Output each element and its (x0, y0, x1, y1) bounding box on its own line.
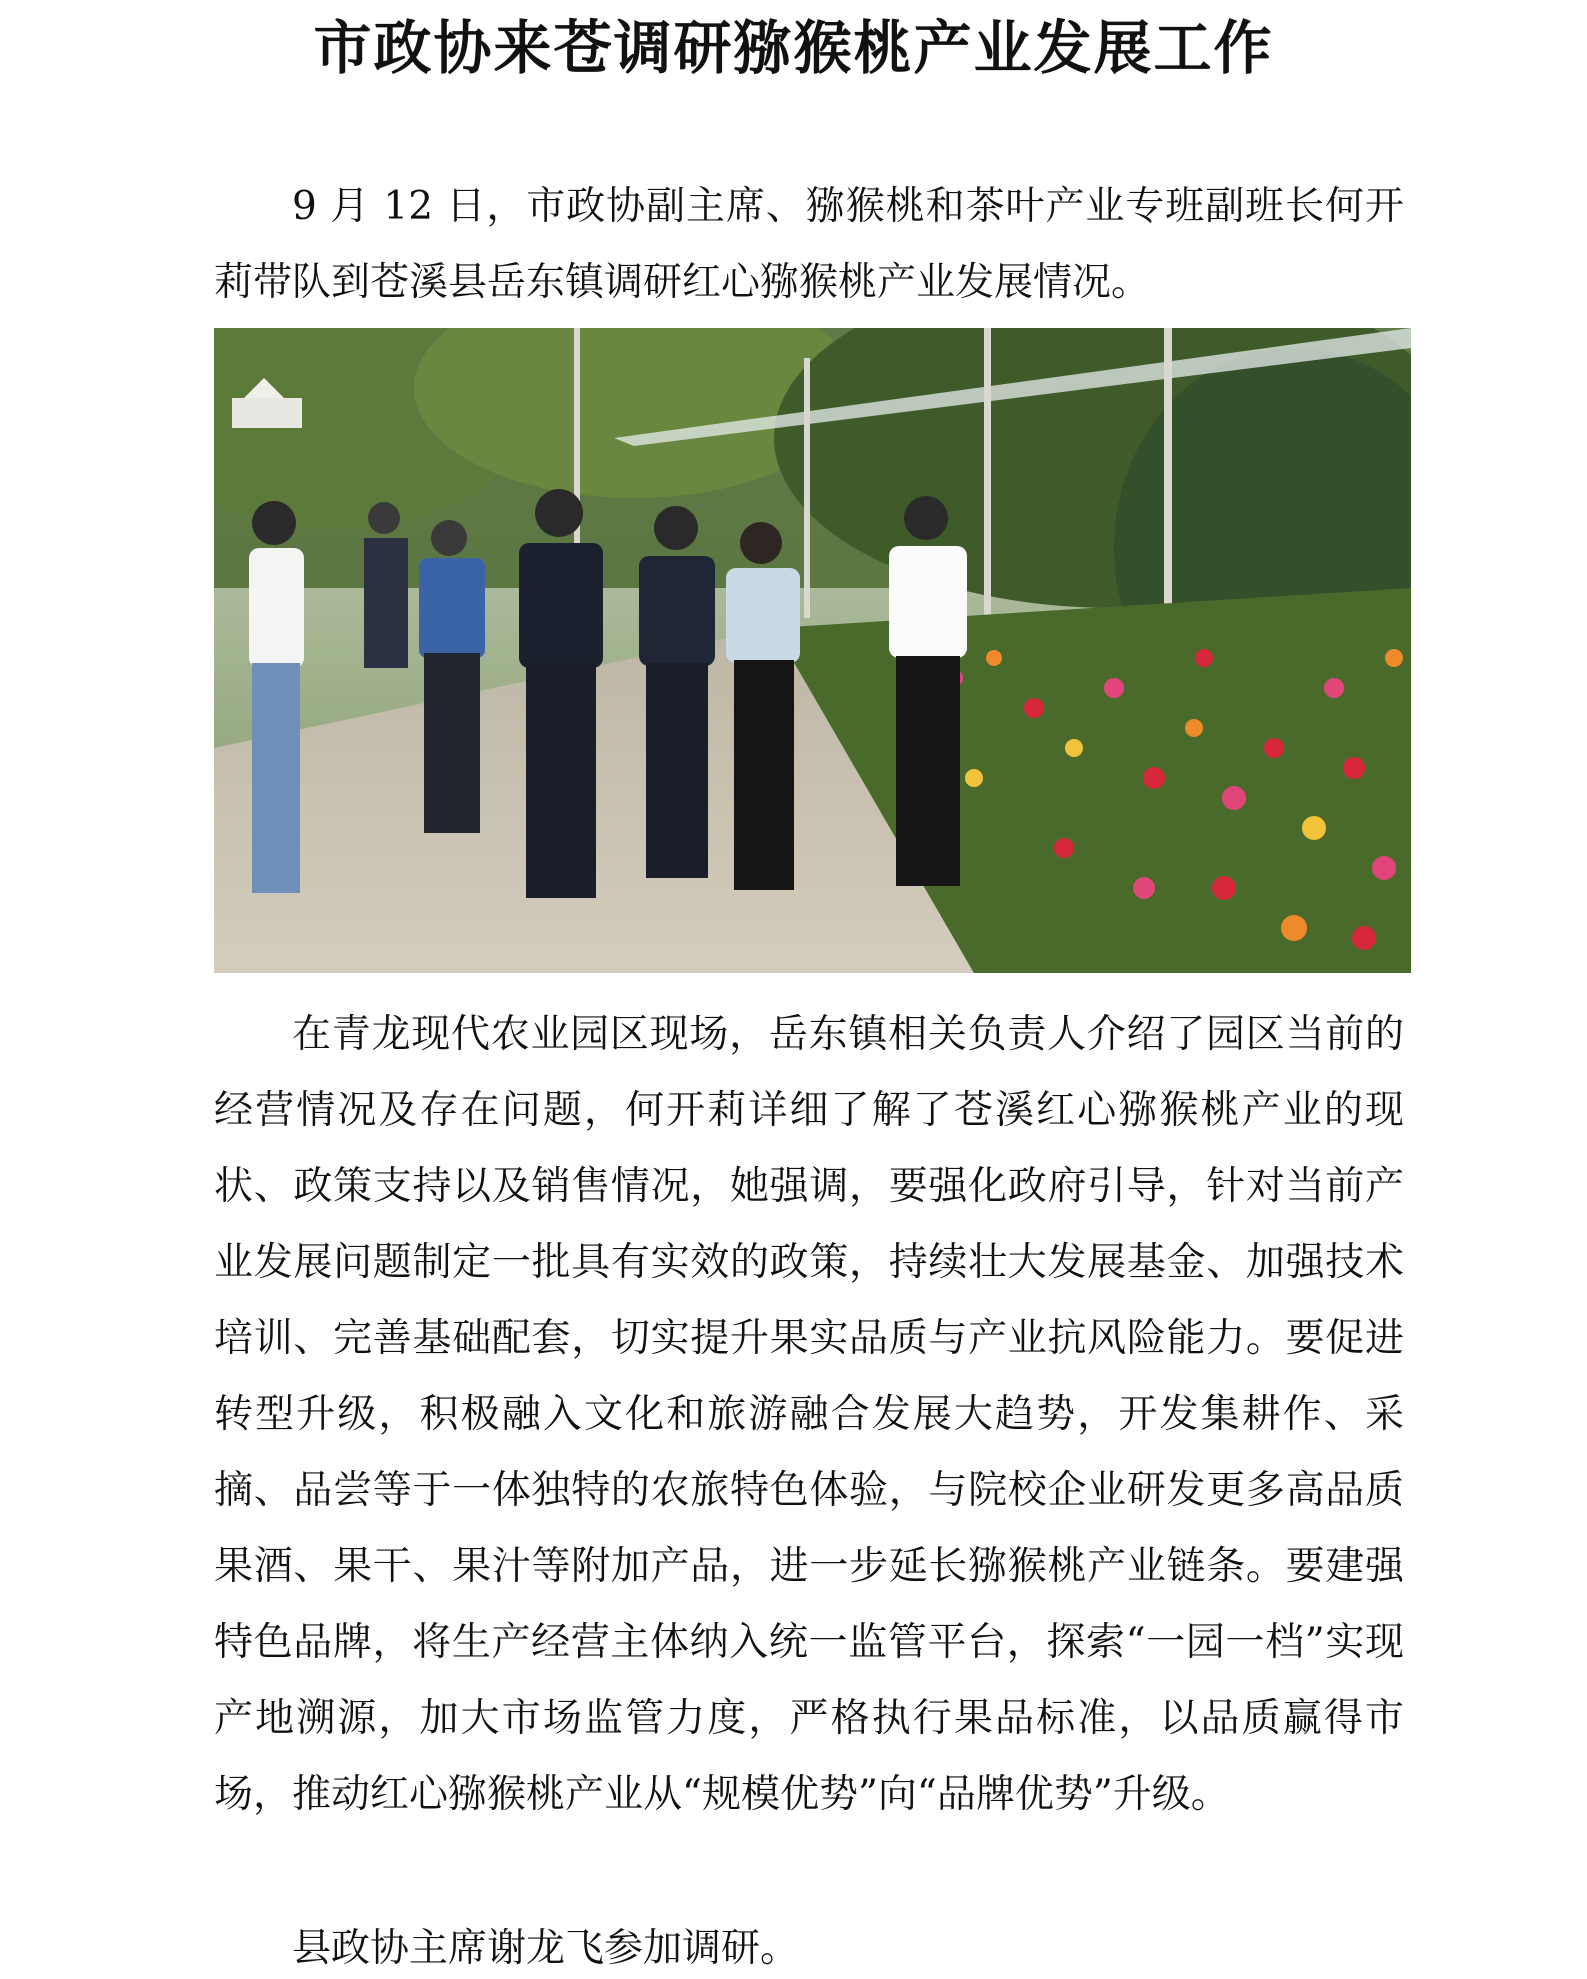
page-title: 市政协来苍调研猕猴桃产业发展工作 (313, 14, 1274, 82)
paragraph-intro: 9 月 12 日，市政协副主席、猕猴桃和茶叶产业专班副班长何开莉带队到苍溪县岳东镇调研红心猕猴桃产业发展情况。 (214, 184, 1404, 305)
white-building (232, 398, 302, 428)
paragraph-main: 在青龙现代农业园区现场，岳东镇相关负责人介绍了园区当前的经营情况及存在问题，何开莉详细了解了苍溪红心猕猴桃产业的现状、政策支持以及销售情况，她强调，要强化政府引导，针对当前产业发展问题制定一批具有实效的政策，持续壮大发展基金、加强技术培训、完善基础配套，切实提升果实品质与产业抗风险能力。要促进转型升级，积极融入文化和旅游融合发展大趋势，开发集耕作、采摘、品尝等于一体独特的农旅特色体验，与院校企业研发更多高品质果酒、果干、果汁等附加产品，进一步延长猕猴桃产业链条。要建强特色品牌，将生产经营主体纳入统一监管平台，探索“一园一档”实现产地溯源，加大市场监管力度，严格执行果品标准，以品质赢得市场，推动红心猕猴桃产业从“规模优势”向“品牌优势”升级。 (214, 1012, 1404, 1817)
news-photo (214, 328, 1411, 973)
photo-illustration (214, 328, 1411, 973)
paragraph-closing: 县政协主席谢龙飞参加调研。 (292, 1926, 800, 1971)
